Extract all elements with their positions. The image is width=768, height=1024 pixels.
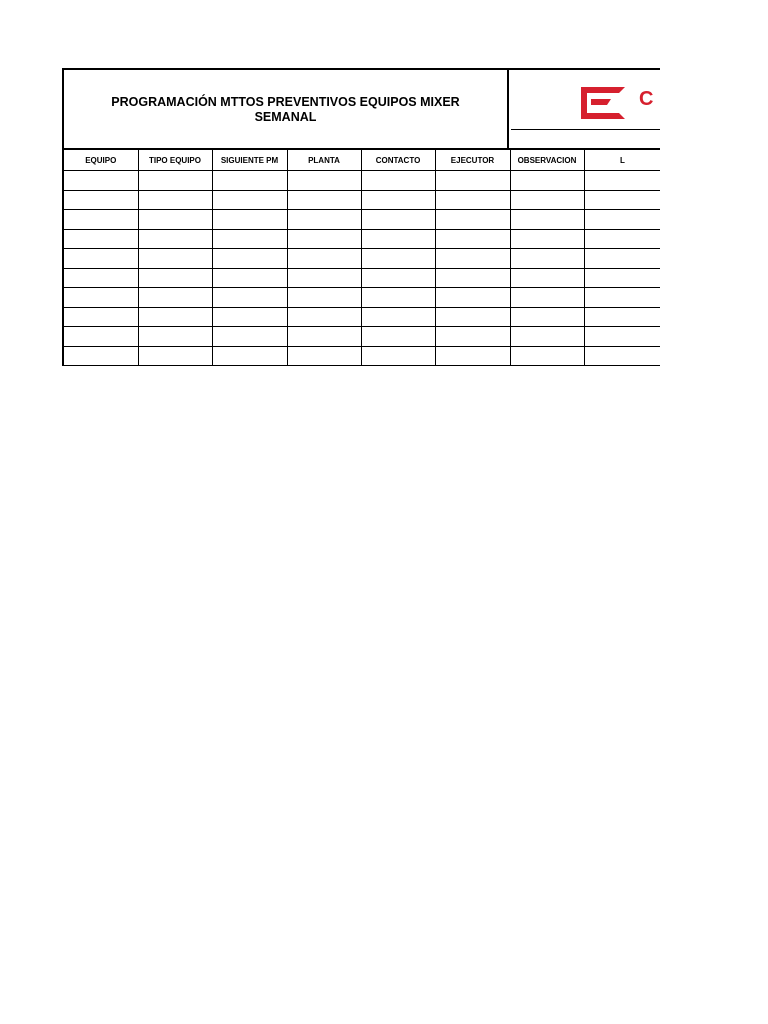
table-cell[interactable]: [287, 307, 361, 327]
column-header: CONTACTO: [361, 149, 435, 171]
table-cell[interactable]: [510, 171, 584, 191]
table-cell[interactable]: [510, 288, 584, 308]
table-cell[interactable]: [361, 346, 435, 366]
table-cell[interactable]: [138, 229, 212, 249]
company-logo-icon: [577, 85, 629, 121]
table-cell[interactable]: [287, 346, 361, 366]
column-header: L: [584, 149, 660, 171]
column-header: PLANTA: [287, 149, 361, 171]
logo-text: C: [639, 88, 654, 110]
column-header: EQUIPO: [63, 149, 138, 171]
table-cell[interactable]: [435, 288, 510, 308]
column-header: EJECUTOR: [435, 149, 510, 171]
table-cell[interactable]: [212, 288, 287, 308]
table-cell[interactable]: [287, 249, 361, 269]
table-row: [63, 307, 660, 327]
table-cell[interactable]: [361, 288, 435, 308]
table-cell[interactable]: [138, 307, 212, 327]
table-cell[interactable]: [361, 268, 435, 288]
table-cell[interactable]: [584, 307, 660, 327]
table-cell[interactable]: [287, 288, 361, 308]
page-title: PROGRAMACIÓN MTTOS PREVENTIVOS EQUIPOS MIXER SEMANAL: [111, 95, 460, 124]
table-cell[interactable]: [212, 327, 287, 347]
table-cell[interactable]: [63, 327, 138, 347]
table-cell[interactable]: [584, 268, 660, 288]
table-cell[interactable]: [138, 190, 212, 210]
table-cell[interactable]: [510, 190, 584, 210]
table-row: [63, 249, 660, 269]
schedule-table: [62, 148, 660, 366]
table-cell[interactable]: [361, 327, 435, 347]
table-cell[interactable]: [63, 190, 138, 210]
table-header-row: [63, 149, 660, 171]
table-row: [63, 288, 660, 308]
table-cell[interactable]: [435, 346, 510, 366]
table-cell[interactable]: [212, 307, 287, 327]
table-cell[interactable]: [287, 190, 361, 210]
table-cell[interactable]: [63, 249, 138, 269]
column-header: SIGUIENTE PM: [212, 149, 287, 171]
table-cell[interactable]: [138, 210, 212, 230]
table-cell[interactable]: [510, 229, 584, 249]
table-cell[interactable]: [435, 249, 510, 269]
table-cell[interactable]: [287, 268, 361, 288]
table-body: [63, 171, 660, 367]
table-cell[interactable]: [361, 190, 435, 210]
table-cell[interactable]: [510, 346, 584, 366]
schedule-sheet: [62, 68, 660, 366]
table-cell[interactable]: [138, 171, 212, 191]
table-cell[interactable]: [287, 229, 361, 249]
table-cell[interactable]: [584, 346, 660, 366]
table-cell[interactable]: [138, 346, 212, 366]
table-cell[interactable]: [287, 327, 361, 347]
table-cell[interactable]: [584, 229, 660, 249]
table-cell[interactable]: [63, 210, 138, 230]
table-cell[interactable]: [287, 210, 361, 230]
table-cell[interactable]: [63, 346, 138, 366]
table-row: [63, 210, 660, 230]
table-cell[interactable]: [212, 210, 287, 230]
table-cell[interactable]: [435, 307, 510, 327]
table-cell[interactable]: [510, 249, 584, 269]
table-cell[interactable]: [138, 268, 212, 288]
table-cell[interactable]: [138, 249, 212, 269]
table-cell[interactable]: [435, 268, 510, 288]
table-cell[interactable]: [435, 327, 510, 347]
logo-box: [511, 70, 660, 130]
table-cell[interactable]: [584, 327, 660, 347]
table-cell[interactable]: [63, 229, 138, 249]
table-cell[interactable]: [584, 288, 660, 308]
title-box: [62, 70, 509, 148]
table-cell[interactable]: [361, 229, 435, 249]
table-cell[interactable]: [212, 268, 287, 288]
column-header: OBSERVACION: [510, 149, 584, 171]
table-cell[interactable]: [510, 210, 584, 230]
table-cell[interactable]: [63, 288, 138, 308]
table-cell[interactable]: [138, 327, 212, 347]
table-row: [63, 268, 660, 288]
table-cell[interactable]: [584, 249, 660, 269]
column-header: TIPO EQUIPO: [138, 149, 212, 171]
table-cell[interactable]: [212, 190, 287, 210]
table-cell[interactable]: [435, 171, 510, 191]
sheet-header: [62, 68, 660, 150]
table-cell[interactable]: [212, 249, 287, 269]
table-cell[interactable]: [584, 171, 660, 191]
table-row: [63, 327, 660, 347]
table-cell[interactable]: [63, 307, 138, 327]
table-cell[interactable]: [510, 327, 584, 347]
table-row: [63, 346, 660, 366]
table-cell[interactable]: [212, 229, 287, 249]
table-row: [63, 229, 660, 249]
table-cell[interactable]: [63, 268, 138, 288]
table-cell[interactable]: [361, 171, 435, 191]
table-cell[interactable]: [435, 229, 510, 249]
table-cell[interactable]: [510, 307, 584, 327]
table-cell[interactable]: [584, 190, 660, 210]
table-row: [63, 171, 660, 191]
table-cell[interactable]: [361, 210, 435, 230]
table-cell[interactable]: [435, 210, 510, 230]
table-cell[interactable]: [212, 171, 287, 191]
table-cell[interactable]: [212, 346, 287, 366]
table-cell[interactable]: [510, 268, 584, 288]
table-cell[interactable]: [361, 249, 435, 269]
table-cell[interactable]: [584, 210, 660, 230]
table-cell[interactable]: [287, 171, 361, 191]
table-row: [63, 190, 660, 210]
table-cell[interactable]: [435, 190, 510, 210]
table-cell[interactable]: [63, 171, 138, 191]
table-cell[interactable]: [138, 288, 212, 308]
table-cell[interactable]: [361, 307, 435, 327]
